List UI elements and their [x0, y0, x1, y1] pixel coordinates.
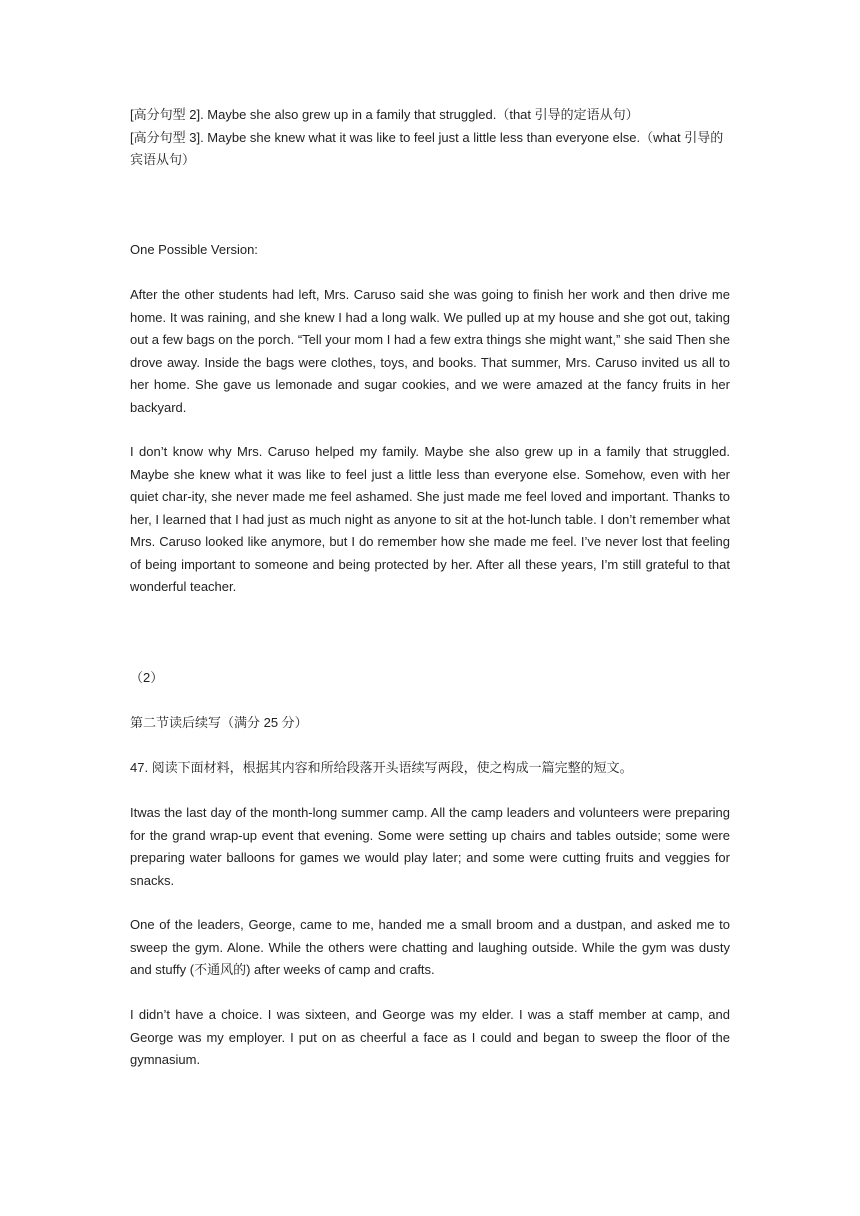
high-score-sentence-2: [高分句型 2]. Maybe she also grew up in a family that struggled.（that 引导的定语从句）: [130, 107, 639, 122]
version-paragraph-1: After the other students had left, Mrs. Caruso said she was going to finish her work and then drive me home. It was raining, and she knew I had a long walk. We pulled up at my house and she got out, taking out a few bags on the porch. “Tell your mom I had a few extra things she might want,” she said Then she drove away. Inside the bags were clothes, toys, and books. That summer, Mrs. Caruso invited us all to her home. She gave us lemonade and sugar cookies, and we were amazed at the fancy fruits in her backyard.: [130, 287, 730, 415]
section-number: （2）: [130, 670, 164, 685]
version-label: One Possible Version:: [130, 242, 258, 257]
version-paragraph-2: I don’t know why Mrs. Caruso helped my family. Maybe she also grew up in a family that struggled. Maybe she knew what it was like to feel just a little less than everyone else. Somehow, even with her quiet char-ity, she never made me feel ashamed. She just made me feel loved and important. Thanks to her, I learned that I had just as much night as anyone to sit at the hot-lunch table. I don’t remember what Mrs. Caruso looked like anymore, but I do remember how she made me feel. I’ve never lost that feeling of being important to someone and being protected by her. After all these years, I’m still grateful to that wonderful teacher.: [130, 444, 730, 594]
question-prompt: 47. 阅读下面材料，根据其内容和所给段落开头语续写两段，使之构成一篇完整的短文。: [130, 760, 633, 775]
story-paragraph-1: Itwas the last day of the month-long summer camp. All the camp leaders and volunteers were preparing for the grand wrap-up event that evening. Some were setting up chairs and tables outside; some were preparing water balloons for games we would play later; and some were cutting fruits and veggies for snacks.: [130, 805, 730, 888]
section-title: 第二节读后续写（满分 25 分）: [130, 715, 308, 730]
high-score-sentence-3: [高分句型 3]. Maybe she knew what it was like to feel just a little less than everyone else.（what 引导的宾语从句）: [130, 129, 724, 167]
high-score-sentences: [130, 104, 730, 172]
story-paragraph-3: I didn’t have a choice. I was sixteen, and George was my elder. I was a staff member at camp, and George was my employer. I put on as cheerful a face as I could and began to sweep the floor of the gymnasium.: [130, 1007, 730, 1067]
story-paragraph-2: One of the leaders, George, came to me, handed me a small broom and a dustpan, and asked me to sweep the gym. Alone. While the others were chatting and laughing outside. While the gym was dusty and stuffy (不通风的) after weeks of camp and crafts.: [130, 917, 730, 977]
